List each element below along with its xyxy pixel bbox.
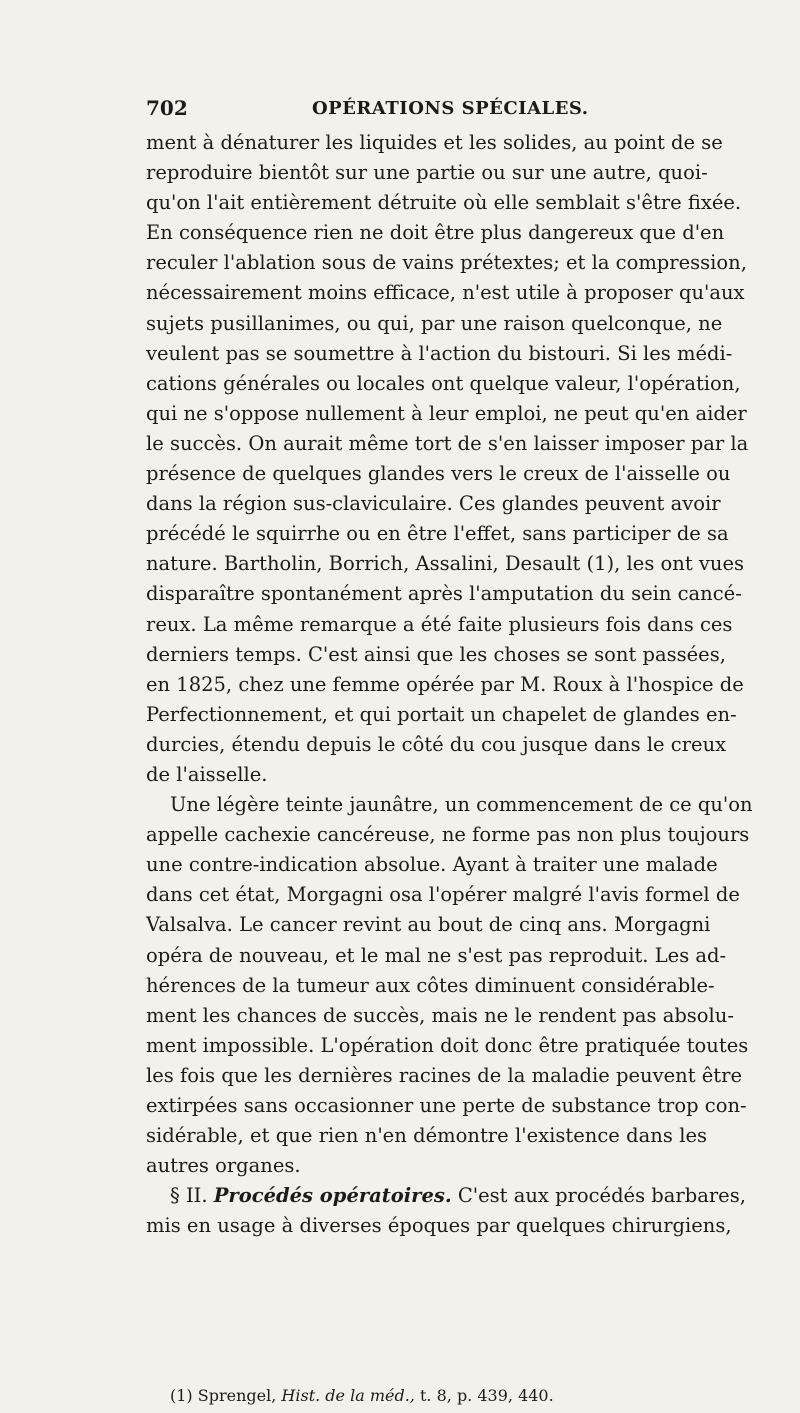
footnote-author: Sprengel, [197, 1386, 277, 1405]
text-line: qui ne s'oppose nullement à leur emploi, ne peut qu'en aider [146, 401, 747, 425]
text-line: reproduire bientôt sur une partie ou sur une autre, quoi- [146, 161, 708, 185]
text-line: mis en usage à diverses époques par quelques chirurgiens, [146, 1214, 732, 1238]
text-line: Perfectionnement, et qui portait un chapelet de glandes en- [146, 702, 737, 726]
text-line: reculer l'ablation sous de vains prétextes; et la compression, [146, 251, 747, 275]
page-header [146, 96, 706, 130]
text-line: nécessairement moins efficace, n'est utile à proposer qu'aux [146, 281, 745, 305]
text-line: Valsalva. Le cancer revint au bout de cinq ans. Morgagni [146, 913, 711, 937]
text-line: disparaître spontanément après l'amputation du sein cancé- [146, 582, 742, 606]
footnote-work: Hist. de la méd., [281, 1386, 415, 1405]
running-title: OPÉRATIONS SPÉCIALES. [312, 98, 589, 119]
text-line: autres organes. [146, 1154, 301, 1178]
section-heading-line [146, 1181, 746, 1211]
text-line: sidérable, et que rien n'en démontre l'existence dans les [146, 1124, 707, 1148]
text-line: opéra de nouveau, et le mal ne s'est pas reproduit. Les ad- [146, 943, 727, 967]
text-line: reux. La même remarque a été faite plusieurs fois dans ces [146, 612, 733, 636]
text-line: cations générales ou locales ont quelque valeur, l'opération, [146, 371, 741, 395]
text-line: dans la région sus-claviculaire. Ces glandes peuvent avoir [146, 492, 721, 516]
text-line: nature. Bartholin, Borrich, Assalini, Desault (1), les ont vues [146, 552, 744, 576]
page-number: 702 [146, 96, 188, 120]
text-line: Une légère teinte jaunâtre, un commencement de ce qu'on [170, 793, 753, 817]
text-line: hérences de la tumeur aux côtes diminuent considérable- [146, 973, 715, 997]
text-line: durcies, étendu depuis le côté du cou jusque dans le creux [146, 732, 727, 756]
text-line: sujets pusillanimes, ou qui, par une raison quelconque, ne [146, 311, 723, 335]
text-line: dans cet état, Morgagni osa l'opérer malgré l'avis formel de [146, 883, 740, 907]
text-line: de l'aisselle. [146, 762, 268, 786]
text-line: les fois que les dernières racines de la maladie peuvent être [146, 1063, 742, 1087]
section-title: Procédés opératoires. [213, 1184, 452, 1208]
section-mark: § II. [170, 1184, 208, 1208]
footnote-ref: t. 8, p. 439, 440. [419, 1386, 554, 1405]
text-line: appelle cachexie cancéreuse, ne forme pas non plus toujours [146, 823, 750, 847]
text-line: présence de quelques glandes vers le creux de l'aisselle ou [146, 462, 731, 486]
text-line: veulent pas se soumettre à l'action du bistouri. Si les médi- [146, 341, 733, 365]
text-line: en 1825, chez une femme opérée par M. Roux à l'hospice de [146, 672, 744, 696]
text-line: qu'on l'ait entièrement détruite où elle semblait s'être fixée. [146, 191, 742, 215]
text-line: ment les chances de succès, mais ne le rendent pas absolu- [146, 1003, 734, 1027]
text-line: extirpées sans occasionner une perte de substance trop con- [146, 1094, 747, 1117]
text-line: ment impossible. L'opération doit donc être pratiquée toutes [146, 1033, 749, 1057]
footnote-marker: (1) [170, 1386, 193, 1405]
text-line: le succès. On aurait même tort de s'en laisser imposer par la [146, 431, 749, 455]
text-line: précédé le squirrhe ou en être l'effet, sans participer de sa [146, 522, 729, 546]
text-line: ment à dénaturer les liquides et les solides, au point de se [146, 131, 723, 154]
text-line: une contre-indication absolue. Ayant à traiter une malade [146, 853, 718, 877]
body-text [146, 128, 753, 1241]
text-line: En conséquence rien ne doit être plus dangereux que d'en [146, 221, 725, 245]
footnote [170, 1386, 710, 1405]
text-line: derniers temps. C'est ainsi que les choses se sont passées, [146, 642, 726, 666]
text-line: C'est aux procédés barbares, [457, 1184, 746, 1208]
